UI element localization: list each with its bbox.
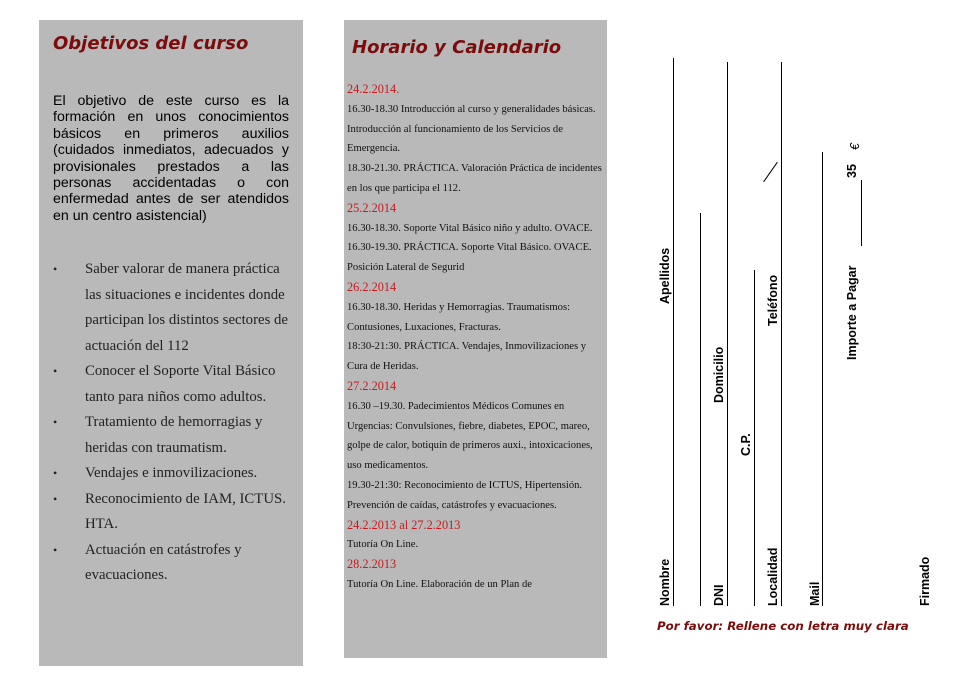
mail-line[interactable] (822, 152, 823, 606)
objetivos-title: Objetivos del curso (53, 33, 249, 54)
mail-label: Mail (808, 581, 822, 606)
importe-line[interactable] (861, 180, 862, 246)
list-item-text: Tratamiento de hemorragias y heridas con traumatism. (85, 414, 263, 456)
apellidos-label: Apellidos (658, 247, 672, 304)
schedule-date: 26.2.2014 (347, 279, 397, 294)
list-item-text: Vendajes e inmovilizaciones. (85, 465, 258, 481)
schedule-date: 24.2.2014. (347, 82, 400, 96)
schedule-date: 24.2.2013 al 27.2.2013 (347, 517, 461, 532)
schedule-item: 16.30-18.30 Introducción al curso y generalidades básicas. Introducción al funcionamiento de los Servicios de Emergencia. (347, 103, 596, 155)
schedule-item: 16.30 –19.30. Padecimientos Médicos Comunes en Urgencias: Convulsiones, fiebre, diabetes, EPOC, mareo, golpe de calor, botiquín de primeros auxi., intoxicaciones, uso medicamentos. (347, 400, 593, 472)
schedule-item: 18:30-21:30. PRÁCTICA. Vendajes, Inmovilizaciones y Cura de Heridas. (347, 341, 587, 373)
cp-line[interactable] (754, 270, 755, 606)
schedule-date: 27.2.2014 (347, 378, 397, 393)
importe-label: Importe a Pagar (845, 265, 859, 360)
list-item-text: Saber valorar de manera práctica las situaciones e incidentes donde participan los distintos sectores de actuación del 112 (85, 261, 289, 354)
schedule-item: Tutoría On Line. Elaboración de un Plan de (347, 578, 532, 590)
schedule-item: 16.30-19.30. PRÁCTICA. Soporte Vital Básico. OVACE. Posición Lateral de Segurid (347, 242, 592, 274)
telefono-label: Teléfono (766, 274, 780, 326)
schedule-item: 16.30-18.30. Soporte Vital Básico niño y adulto. OVACE. (347, 222, 593, 234)
bullet-icon: • (53, 542, 58, 557)
horario-title: Horario y Calendario (352, 37, 562, 58)
bullet-icon: • (53, 466, 58, 480)
slash-mark (763, 162, 778, 182)
schedule-item: 16.30-18.30. Heridas y Hemorragias. Traumatismos: Contusiones, Luxaciones, Fracturas. (347, 301, 571, 333)
schedule-date: 25.2.2014 (347, 200, 397, 215)
cp-label: C.P. (739, 433, 753, 456)
objetivos-intro: El objetivo de este curso es la formación en unos conocimientos básicos en primeros auxilios (cuidados inmediatos, adecuados y provisionales prestados a las personas accidentadas o con enfermedad antes de ser atendidos en un centro asistencial) (53, 93, 289, 224)
dni-line[interactable] (700, 213, 701, 606)
nombre-label: Nombre (658, 558, 672, 606)
domicilio-label: Domicilio (712, 346, 726, 403)
schedule-date: 28.2.2013 (347, 557, 397, 572)
schedule-item: Tutoría On Line. (347, 539, 419, 551)
euro-icon: € (848, 143, 862, 150)
bullet-icon: • (53, 491, 58, 506)
localidad-label: Localidad (766, 547, 780, 606)
fill-note: Por favor: Rellene con letra muy clara (657, 619, 909, 633)
schedule-item: 18.30-21.30. PRÁCTICA. Valoración Práctica de incidentes en los que participa el 112. (347, 163, 602, 194)
list-item-text: Conocer el Soporte Vital Básico tanto para niños como adultos. (85, 363, 276, 405)
nombre-apellidos-line[interactable] (673, 58, 674, 606)
dni-label: DNI (712, 584, 726, 606)
bullet-icon: • (53, 262, 58, 276)
domicilio-line[interactable] (727, 62, 728, 606)
importe-amount: 35 (845, 164, 859, 178)
firmado-label: Firmado (918, 556, 932, 606)
bullet-icon: • (53, 364, 58, 378)
list-item-text: Actuación en catástrofes y evacuaciones. (85, 541, 242, 583)
list-item-text: Reconocimiento de IAM, ICTUS. HTA. (85, 490, 286, 532)
schedule-item: 19.30-21:30: Reconocimiento de ICTUS, Hipertensión. Prevención de caídas, catástrofes y evacuaciones. (347, 479, 583, 511)
bullet-icon: • (53, 415, 58, 429)
localidad-telefono-line[interactable] (781, 62, 782, 606)
